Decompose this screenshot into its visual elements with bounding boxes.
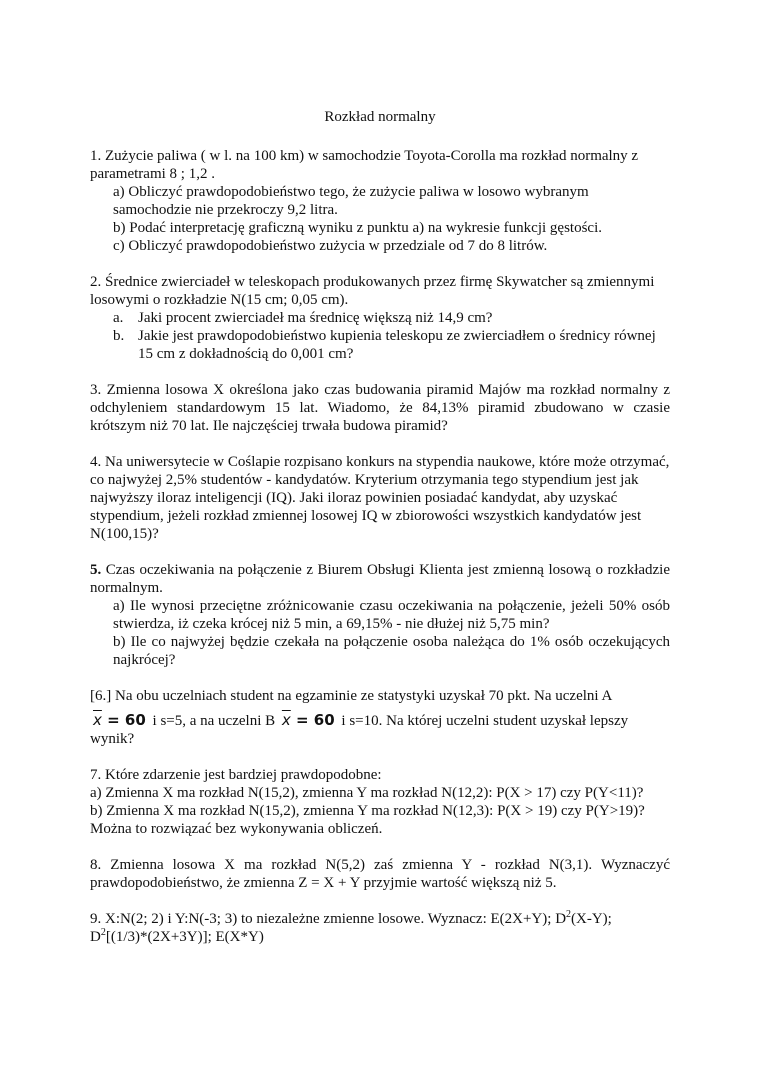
question-5-item-b: b) Ile co najwyżej będzie czekała na połączenie osoba należąca do 1% osób oczekujących najkrócej? bbox=[113, 634, 670, 668]
question-2-item-a bbox=[113, 309, 670, 327]
question-2 bbox=[90, 273, 670, 363]
question-4-text: 4. Na uniwersytecie w Coślapie rozpisano konkurs na stypendia naukowe, które może otrzymać, co najwyżej 2,5% studentów - kandydatów. Kryterium otrzymania tego stypendium jest jak najwyższy iloraz inteligencji (IQ). Jaki iloraz powinien posiadać kandydat, aby uzyskać stypendium, jeżeli rozkład zmiennej losowej IQ w zbiorowości wszystkich kandydatów jest N(100,15)? bbox=[90, 454, 670, 542]
question-1-item-a: a) Obliczyć prawdopodobieństwo tego, że zużycie paliwa w losowo wybranym samochodzie nie przekroczy 9,2 litra. bbox=[113, 184, 589, 218]
question-7-item-b: b) Zmienna X ma rozkład N(15,2), zmienna Y ma rozkład N(12,3): P(X > 19) czy P(Y>19)? bbox=[90, 803, 645, 819]
item-text: Jakie jest prawdopodobieństwo kupienia teleskopu ze zwierciadłem o średnicy równej 15 cm z dokładnością do 0,001 cm? bbox=[138, 328, 656, 362]
question-2-subitems bbox=[90, 309, 670, 363]
question-5 bbox=[90, 561, 670, 669]
question-6-text-b: i s=10. Na której uczelni student uzyskał lepszy bbox=[341, 713, 629, 729]
sample-mean-a: $\overline{x} = 60$ bbox=[93, 711, 146, 729]
question-7-item-a: a) Zmienna X ma rozkład N(15,2), zmienna Y ma rozkład N(12,2): P(X > 17) czy P(Y<11)? bbox=[90, 785, 644, 801]
question-1-subitems bbox=[90, 183, 670, 255]
question-4 bbox=[90, 453, 670, 543]
question-7-note: Można to rozwiązać bez wykonywania obliczeń. bbox=[90, 821, 383, 837]
question-6-line-2 bbox=[90, 711, 670, 730]
question-6-line-1: [6.] Na obu uczelniach student na egzaminie ze statystyki uzyskał 70 pkt. Na uczelni A bbox=[90, 688, 613, 704]
question-5-intro-text: Czas oczekiwania na połączenie z Biurem Obsługi Klienta jest zmienną losową o rozkładzie normalnym. bbox=[90, 562, 670, 596]
question-6-text-a: i s=5, a na uczelni B bbox=[152, 713, 276, 729]
question-3-text: 3. Zmienna losowa X określona jako czas budowania piramid Majów ma rozkład normalny z odchyleniem standardowym 15 lat. Wiadomo, że 84,13% piramid zbudowano w czasie krótszym niż 70 lat. Ile najczęściej trwała budowa piramid? bbox=[90, 382, 670, 434]
sample-mean-b: $\overline{x} = 60$ bbox=[281, 711, 335, 729]
question-7-intro: 7. Które zdarzenie jest bardziej prawdopodobne: bbox=[90, 767, 382, 783]
question-6 bbox=[90, 687, 670, 748]
question-9 bbox=[90, 910, 670, 946]
question-3 bbox=[90, 381, 670, 435]
question-5-intro bbox=[90, 561, 670, 597]
item-text: Jaki procent zwierciadeł ma średnicę większą niż 14,9 cm? bbox=[138, 310, 493, 326]
item-letter: a. bbox=[113, 310, 124, 326]
question-2-intro: 2. Średnice zwierciadeł w teleskopach produkowanych przez firmę Skywatcher są zmiennymi losowymi o rozkładzie N(15 cm; 0,05 cm). bbox=[90, 274, 655, 308]
question-2-item-b bbox=[113, 327, 670, 363]
question-9-line-1: 9. X:N(2; 2) i Y:N(-3; 3) to niezależne zmienne losowe. Wyznacz: E(2X+Y); $D^2(X-Y)$; bbox=[90, 909, 612, 927]
question-8 bbox=[90, 856, 670, 892]
item-letter: b. bbox=[113, 328, 125, 344]
question-1 bbox=[90, 147, 670, 255]
question-5-subitems bbox=[90, 597, 670, 669]
question-5-number: 5. bbox=[90, 562, 102, 578]
question-6-line-3: wynik? bbox=[90, 731, 135, 747]
question-1-item-c: c) Obliczyć prawdopodobieństwo zużycia w przedziale od 7 do 8 litrów. bbox=[113, 238, 548, 254]
question-8-text: 8. Zmienna losowa X ma rozkład N(5,2) zaś zmienna Y - rozkład N(3,1). Wyznaczyć prawdopodobieństwo, że zmienna Z = X + Y przyjmie wartość większą niż 5. bbox=[90, 857, 670, 891]
question-9-line-2: $D^2[(1/3)*(2X+3Y)]$; E(X*Y) bbox=[90, 927, 264, 945]
question-1-item-b: b) Podać interpretację graficzną wyniku z punktu a) na wykresie funkcji gęstości. bbox=[113, 220, 602, 236]
question-5-item-a: a) Ile wynosi przeciętne zróżnicowanie czasu oczekiwania na połączenie, jeżeli 50% osób stwierdza, iż czeka krócej niż 5 min, a 69,15% - nie dłużej niż 5,75 min? bbox=[113, 598, 670, 632]
page-title: Rozkład normalny bbox=[324, 109, 436, 125]
question-7 bbox=[90, 766, 670, 838]
question-1-intro: 1. Zużycie paliwa ( w l. na 100 km) w samochodzie Toyota-Corolla ma rozkład normalny z parametrami 8 ; 1,2 . bbox=[90, 148, 639, 182]
